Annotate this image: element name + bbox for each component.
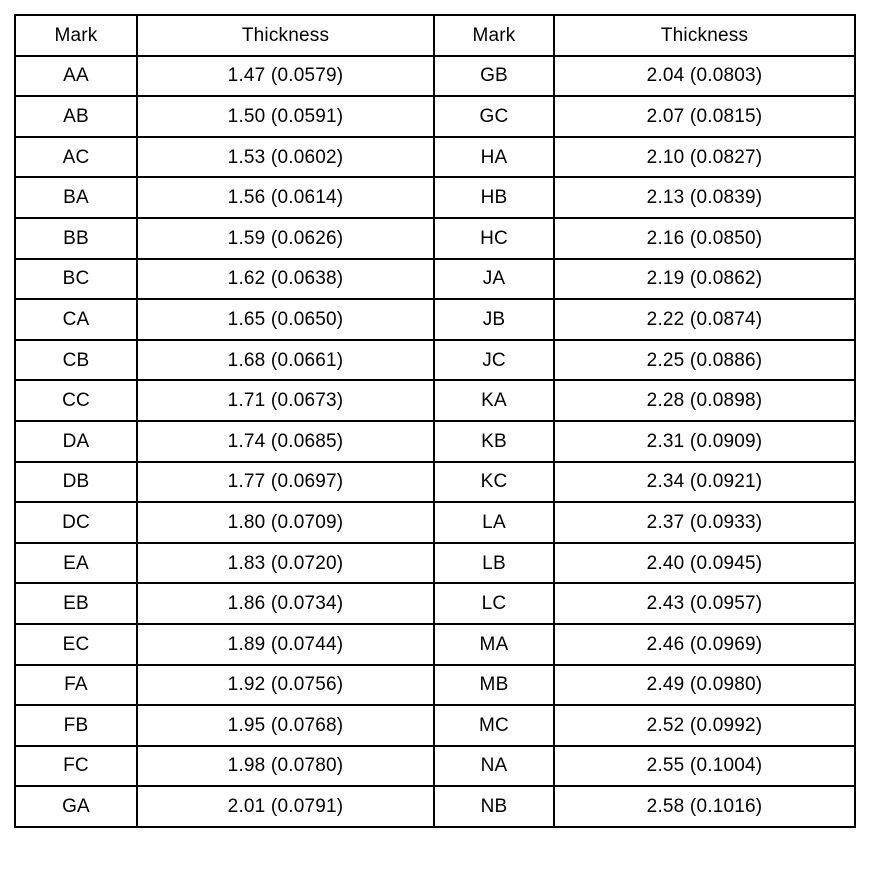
mark-left-cell: CB bbox=[15, 340, 137, 381]
table-row bbox=[15, 340, 855, 381]
thickness-left-cell: 1.53 (0.0602) bbox=[137, 137, 434, 178]
table-row bbox=[15, 96, 855, 137]
thickness-left-cell: 1.65 (0.0650) bbox=[137, 299, 434, 340]
table-row bbox=[15, 462, 855, 503]
thickness-left-cell: 1.47 (0.0579) bbox=[137, 56, 434, 97]
thickness-table bbox=[14, 14, 856, 828]
table-row bbox=[15, 624, 855, 665]
mark-right-cell: LA bbox=[434, 502, 554, 543]
thickness-left-cell: 1.77 (0.0697) bbox=[137, 462, 434, 503]
thickness-left-cell: 1.71 (0.0673) bbox=[137, 380, 434, 421]
thickness-right-cell: 2.16 (0.0850) bbox=[554, 218, 855, 259]
table-row bbox=[15, 705, 855, 746]
mark-right-cell: NA bbox=[434, 746, 554, 787]
thickness-left-cell: 1.95 (0.0768) bbox=[137, 705, 434, 746]
table-row bbox=[15, 665, 855, 706]
mark-left-cell: EA bbox=[15, 543, 137, 584]
thickness-right-cell: 2.34 (0.0921) bbox=[554, 462, 855, 503]
mark-left-cell: AC bbox=[15, 137, 137, 178]
mark-right-cell: HB bbox=[434, 177, 554, 218]
thickness-right-cell: 2.22 (0.0874) bbox=[554, 299, 855, 340]
mark-left-cell: BB bbox=[15, 218, 137, 259]
mark-right-cell: GC bbox=[434, 96, 554, 137]
table-body bbox=[15, 56, 855, 827]
mark-left-cell: BA bbox=[15, 177, 137, 218]
mark-right-cell: MA bbox=[434, 624, 554, 665]
table-row bbox=[15, 137, 855, 178]
thickness-left-cell: 1.59 (0.0626) bbox=[137, 218, 434, 259]
thickness-right-cell: 2.28 (0.0898) bbox=[554, 380, 855, 421]
thickness-left-cell: 1.83 (0.0720) bbox=[137, 543, 434, 584]
mark-right-cell: KB bbox=[434, 421, 554, 462]
mark-right-cell: LB bbox=[434, 543, 554, 584]
header-thickness-right: Thickness bbox=[554, 15, 855, 56]
mark-left-cell: DB bbox=[15, 462, 137, 503]
mark-right-cell: KC bbox=[434, 462, 554, 503]
thickness-right-cell: 2.55 (0.1004) bbox=[554, 746, 855, 787]
mark-right-cell: MC bbox=[434, 705, 554, 746]
header-mark-right: Mark bbox=[434, 15, 554, 56]
mark-right-cell: NB bbox=[434, 786, 554, 827]
thickness-right-cell: 2.19 (0.0862) bbox=[554, 259, 855, 300]
table-row bbox=[15, 502, 855, 543]
mark-left-cell: FA bbox=[15, 665, 137, 706]
mark-left-cell: FC bbox=[15, 746, 137, 787]
thickness-right-cell: 2.43 (0.0957) bbox=[554, 583, 855, 624]
mark-left-cell: EC bbox=[15, 624, 137, 665]
thickness-left-cell: 1.80 (0.0709) bbox=[137, 502, 434, 543]
table-row bbox=[15, 56, 855, 97]
thickness-right-cell: 2.52 (0.0992) bbox=[554, 705, 855, 746]
mark-right-cell: KA bbox=[434, 380, 554, 421]
table-row bbox=[15, 218, 855, 259]
table-row bbox=[15, 299, 855, 340]
mark-right-cell: MB bbox=[434, 665, 554, 706]
thickness-right-cell: 2.04 (0.0803) bbox=[554, 56, 855, 97]
mark-left-cell: DC bbox=[15, 502, 137, 543]
header-mark-left: Mark bbox=[15, 15, 137, 56]
thickness-right-cell: 2.07 (0.0815) bbox=[554, 96, 855, 137]
header-thickness-left: Thickness bbox=[137, 15, 434, 56]
table-header bbox=[15, 15, 855, 56]
thickness-right-cell: 2.49 (0.0980) bbox=[554, 665, 855, 706]
mark-right-cell: GB bbox=[434, 56, 554, 97]
thickness-right-cell: 2.37 (0.0933) bbox=[554, 502, 855, 543]
mark-left-cell: BC bbox=[15, 259, 137, 300]
table-row bbox=[15, 380, 855, 421]
thickness-left-cell: 1.74 (0.0685) bbox=[137, 421, 434, 462]
thickness-right-cell: 2.13 (0.0839) bbox=[554, 177, 855, 218]
mark-right-cell: JA bbox=[434, 259, 554, 300]
table-row bbox=[15, 746, 855, 787]
mark-right-cell: JC bbox=[434, 340, 554, 381]
header-row bbox=[15, 15, 855, 56]
mark-left-cell: EB bbox=[15, 583, 137, 624]
thickness-left-cell: 1.62 (0.0638) bbox=[137, 259, 434, 300]
thickness-right-cell: 2.10 (0.0827) bbox=[554, 137, 855, 178]
thickness-left-cell: 1.50 (0.0591) bbox=[137, 96, 434, 137]
mark-right-cell: LC bbox=[434, 583, 554, 624]
thickness-table-container bbox=[14, 14, 854, 828]
thickness-right-cell: 2.40 (0.0945) bbox=[554, 543, 855, 584]
mark-left-cell: AB bbox=[15, 96, 137, 137]
thickness-left-cell: 1.89 (0.0744) bbox=[137, 624, 434, 665]
thickness-left-cell: 1.92 (0.0756) bbox=[137, 665, 434, 706]
thickness-left-cell: 1.86 (0.0734) bbox=[137, 583, 434, 624]
table-row bbox=[15, 177, 855, 218]
table-row bbox=[15, 543, 855, 584]
thickness-left-cell: 1.56 (0.0614) bbox=[137, 177, 434, 218]
thickness-right-cell: 2.46 (0.0969) bbox=[554, 624, 855, 665]
thickness-left-cell: 1.68 (0.0661) bbox=[137, 340, 434, 381]
table-row bbox=[15, 259, 855, 300]
mark-left-cell: CC bbox=[15, 380, 137, 421]
mark-right-cell: JB bbox=[434, 299, 554, 340]
thickness-right-cell: 2.58 (0.1016) bbox=[554, 786, 855, 827]
thickness-right-cell: 2.25 (0.0886) bbox=[554, 340, 855, 381]
mark-right-cell: HC bbox=[434, 218, 554, 259]
mark-right-cell: HA bbox=[434, 137, 554, 178]
mark-left-cell: CA bbox=[15, 299, 137, 340]
mark-left-cell: GA bbox=[15, 786, 137, 827]
thickness-right-cell: 2.31 (0.0909) bbox=[554, 421, 855, 462]
table-row bbox=[15, 786, 855, 827]
mark-left-cell: DA bbox=[15, 421, 137, 462]
mark-left-cell: AA bbox=[15, 56, 137, 97]
thickness-left-cell: 2.01 (0.0791) bbox=[137, 786, 434, 827]
table-row bbox=[15, 421, 855, 462]
mark-left-cell: FB bbox=[15, 705, 137, 746]
table-row bbox=[15, 583, 855, 624]
thickness-left-cell: 1.98 (0.0780) bbox=[137, 746, 434, 787]
